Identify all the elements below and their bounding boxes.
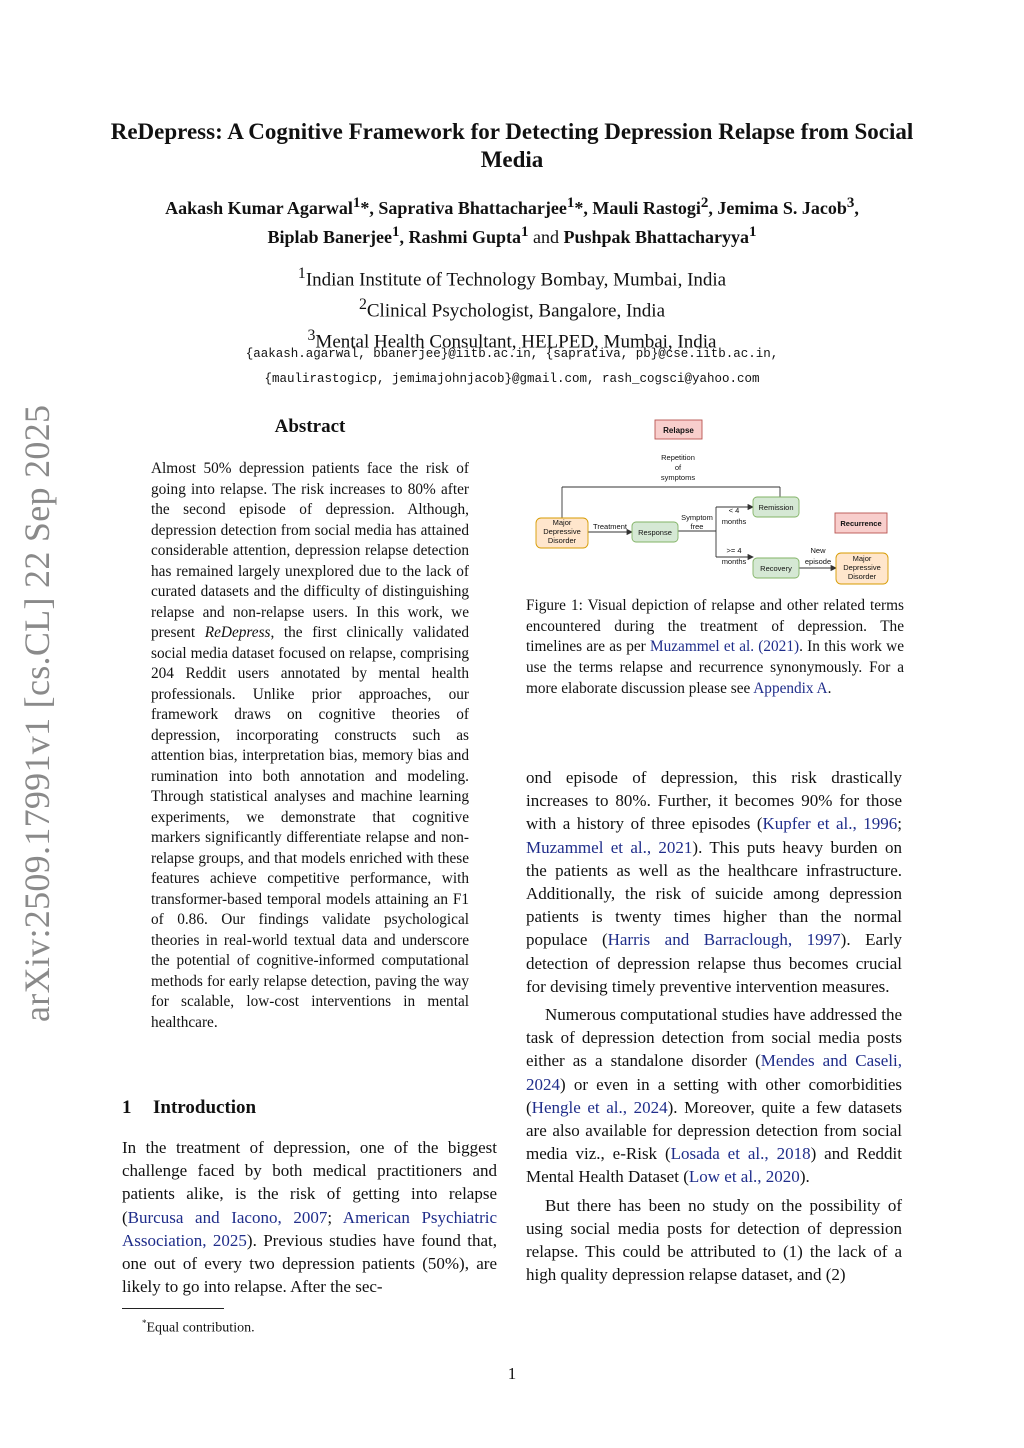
- author-affil-sup: 1: [520, 224, 529, 240]
- appendix-link[interactable]: Appendix A: [753, 679, 828, 697]
- lt4-months-label: months: [721, 517, 747, 526]
- recovery-label: Recovery: [760, 564, 792, 573]
- new-episode-label: episode: [804, 557, 832, 566]
- paper-title: ReDepress: A Cognitive Framework for Detecting Depression Relapse from Social Media: [110, 119, 914, 172]
- citation-link[interactable]: Low et al., 2020: [688, 1167, 800, 1187]
- mdd-label: Disorder: [847, 572, 877, 581]
- author-affil-sup: 1: [391, 224, 400, 240]
- figure-caption: Figure 1: Visual depiction of relapse and other related terms encountered during the treatment of depression. The timelines are as per Muzammel et al. (2021). In this work we use the terms relapse and recurrence synonymously. For a more elaborate discussion please see Appendix A.: [526, 597, 904, 697]
- author-affil-sup: 3: [846, 195, 855, 211]
- author-conjunction: and: [528, 227, 564, 247]
- affiliations: [130, 262, 894, 354]
- mdd-label: Major: [852, 554, 872, 563]
- author-mark: ,: [708, 198, 718, 218]
- author-name: Aakash Kumar Agarwal: [165, 198, 353, 218]
- author-name: Jemima S. Jacob: [717, 198, 847, 218]
- ge4-months-label: months: [721, 557, 747, 566]
- symptom-free-label: free: [690, 522, 704, 531]
- citation-link[interactable]: Muzammel et al. (2021): [650, 638, 800, 656]
- abstract-heading: Abstract: [274, 416, 346, 437]
- paragraph: Numerous computational studies have addressed the task of depression detection from social media posts either as a standalone disorder (Mendes and Caseli, 2024) or even in a setting with other comorbidities (Hengle et al., 2024). Moreover, quite a few datasets are also available for depression detection from social media viz., e-Risk (Losada et al., 2018) and Reddit Mental Health Dataset (Low et al., 2020).: [526, 1005, 902, 1187]
- symptom-free-label: Symptom: [681, 513, 713, 522]
- mdd-label: Major: [552, 518, 572, 527]
- author-affil-sup: 1: [352, 195, 361, 211]
- citation-link[interactable]: American Psychiatric Association, 2025: [122, 1207, 497, 1250]
- section-number: 1: [122, 1097, 132, 1118]
- author-name: Rashmi Gupta: [408, 227, 521, 247]
- citation-link[interactable]: Hengle et al., 2024: [531, 1097, 668, 1117]
- author-mark: *,: [360, 198, 379, 218]
- new-episode-label: New: [810, 546, 826, 555]
- dataset-name: ReDepress: [204, 624, 271, 641]
- affiliation: $^2$Clinical Psychologist, Bangalore, India: [358, 295, 666, 322]
- relapse-label: Relapse: [663, 426, 694, 435]
- footnote-rule: [122, 1308, 224, 1309]
- citation-link[interactable]: Kupfer et al., 1996: [762, 814, 898, 834]
- citation-link[interactable]: Muzammel et al., 2021: [526, 837, 693, 857]
- author-list: [60, 191, 964, 249]
- page-number: 1: [507, 1364, 517, 1383]
- mdd-label: Disorder: [547, 536, 577, 545]
- repetition-label: of: [674, 463, 682, 472]
- footnote: *Equal contribution.: [142, 1318, 255, 1336]
- author-name: Saprativa Bhattacharjee: [378, 198, 567, 218]
- citation-link[interactable]: Mendes and Caseli, 2024: [526, 1051, 902, 1094]
- treatment-label: Treatment: [593, 522, 627, 531]
- email-line: {maulirastogicp, jemimajohnjacob}@gmail.com, rash_cogsci@yahoo.com: [264, 372, 760, 386]
- arxiv-stamp: arXiv:2509.17991v1 [cs.CL] 22 Sep 2025: [17, 404, 57, 1022]
- citation-link[interactable]: Harris and Barraclough, 1997: [607, 930, 841, 950]
- remission-label: Remission: [758, 503, 794, 512]
- right-column-body: [526, 766, 902, 1291]
- figure-1-diagram: [526, 412, 904, 592]
- author-mark: *,: [574, 198, 593, 218]
- author-mark: ,: [399, 227, 409, 247]
- ge4-months-label: >= 4: [726, 546, 742, 555]
- repetition-label: symptoms: [660, 473, 696, 482]
- author-name: Biplab Banerjee: [267, 227, 392, 247]
- affiliation: $^3$Mental Health Consultant, HELPED, Mumbai, India: [307, 326, 717, 352]
- author-affil-sup: 1: [749, 224, 757, 240]
- lt4-months-label: < 4: [728, 506, 740, 515]
- affiliation: $^1$Indian Institute of Technology Bombay, Mumbai, India: [297, 265, 727, 291]
- section-title: Introduction: [153, 1097, 257, 1118]
- paragraph: But there has been no study on the possibility of using social media posts for detection of depression relapse. This could be attributed to (1) the lack of a high quality depression relapse dataset, and (2): [526, 1195, 902, 1285]
- introduction-paragraph: In the treatment of depression, one of the biggest challenge faced by both medical practitioners and patients alike, is the risk of getting into relapse (Burcusa and Iacono, 2007; American Psychiatric Association, 2025). Previous studies have found that, one out of every two depression patients (50%), are likely to go into relapse. After the sec-: [122, 1138, 497, 1297]
- email-list: [130, 342, 894, 392]
- author-affil-sup: 2: [700, 195, 709, 211]
- author-name: Mauli Rastogi: [592, 198, 701, 218]
- author-affil-sup: 1: [566, 195, 575, 211]
- response-label: Response: [638, 528, 672, 537]
- citation-link[interactable]: Losada et al., 2018: [670, 1144, 811, 1164]
- author-mark: ,: [854, 198, 859, 218]
- abstract-body: Almost 50% depression patients face the risk of going into relapse. The risk increases to 80% after the second episode of depression. Although, depression detection from social media has attained considerable attention, depression relapse detection has remained largely unexplored due to the lack of curated datasets and the difficulty of distinguishing relapse and non-relapse users. In this work, we present ReDepress, the first clinically validated social media dataset focused on relapse, comprising 204 Reddit users annotated by mental health professionals. Unlike prior approaches, our framework draws on cognitive theories of depression, incorporating constructs such as attention bias, interpretation bias, memory bias and rumination into both annotation and modeling. Through statistical analyses and machine learning experiments, we demonstrate that cognitive markers significantly differentiate relapse and non-relapse groups, and that models enriched with these features achieve competitive performance, with transformer-based temporal models attaining an F1 of 0.86. Our findings validate psychological theories in real-world textual data and underscore the potential of cognitive-informed computational methods for early relapse detection, paving the way for scalable, low-cost interventions in mental healthcare.: [151, 460, 470, 1031]
- author-name: Pushpak Bhattacharyya: [563, 227, 750, 247]
- citation-link[interactable]: Burcusa and Iacono, 2007: [127, 1207, 328, 1227]
- paragraph: ond episode of depression, this risk drastically increases to 80%. Further, it becomes 90% for those with a history of three episodes (Kupfer et al., 1996; Muzammel et al., 2021). This puts heavy burden on the patients as well as the healthcare infrastructure. Additionally, the risk of suicide among depression patients is twenty times higher than the normal populace (Harris and Barraclough, 1997). Early detection of depression relapse thus becomes crucial for devising timely preventive intervention measures.: [526, 768, 902, 996]
- section-heading-introduction: [122, 1097, 482, 1119]
- email-line: {aakash.agarwal, bbanerjee}@iitb.ac.in, {saprativa, pb}@cse.iitb.ac.in,: [245, 347, 779, 361]
- repetition-label: Repetition: [661, 453, 695, 462]
- mdd-label: Depressive: [843, 563, 881, 572]
- recurrence-label: Recurrence: [840, 519, 882, 528]
- mdd-label: Depressive: [543, 527, 581, 536]
